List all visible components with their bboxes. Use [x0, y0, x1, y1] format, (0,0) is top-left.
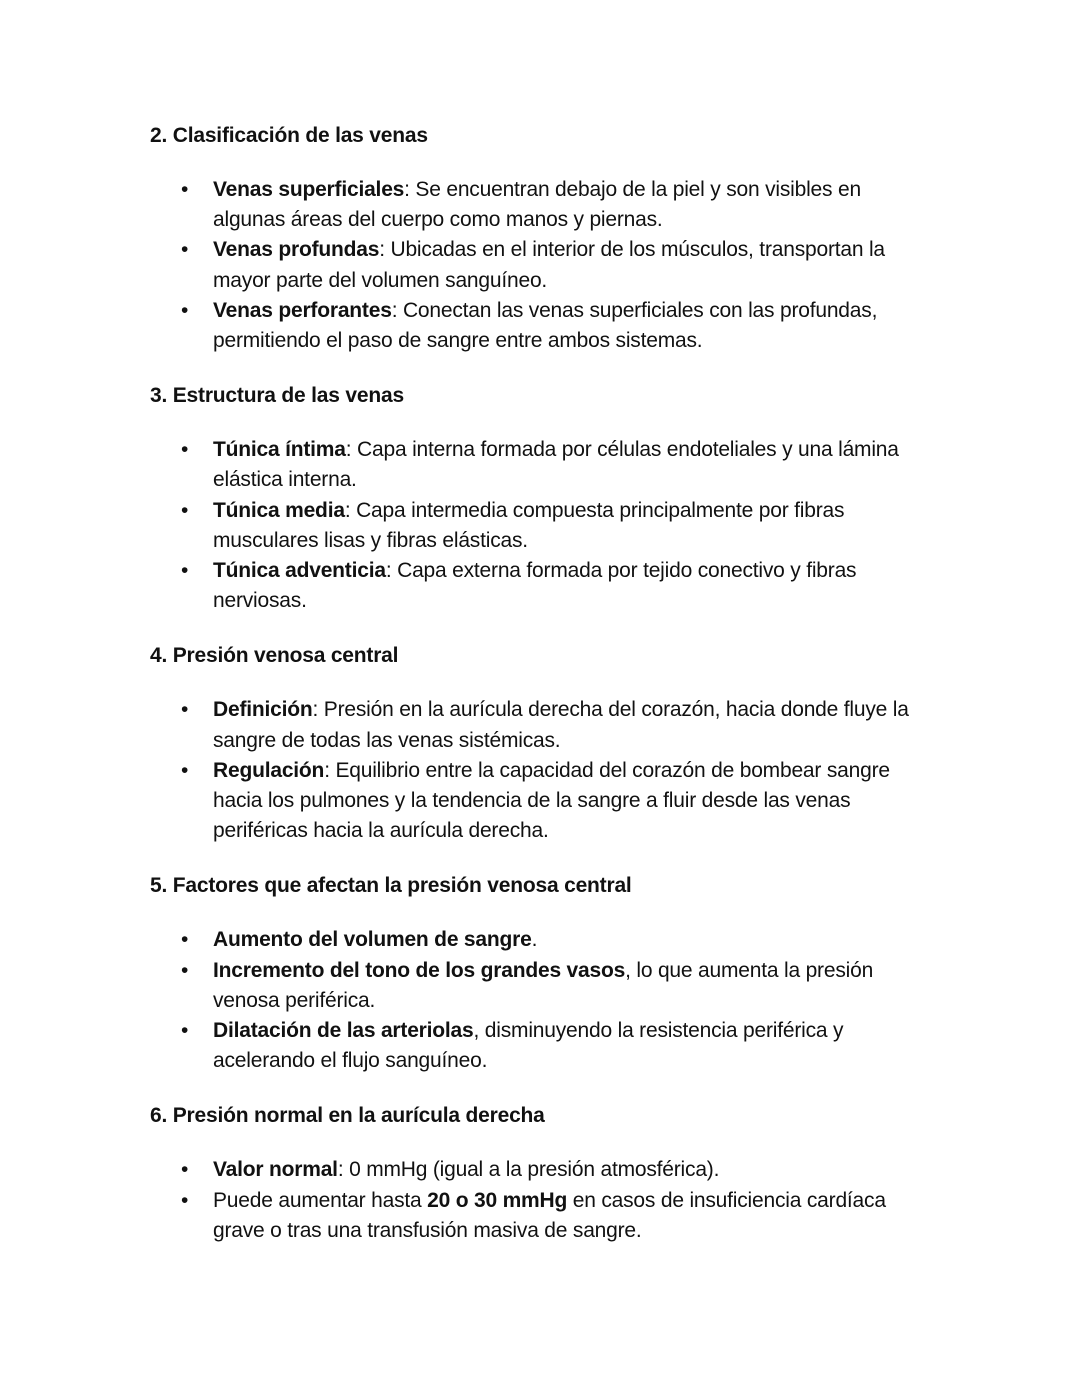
- list-item: [150, 695, 930, 755]
- list-item: [150, 296, 930, 356]
- item-term: Definición: [213, 698, 313, 722]
- list-item: [150, 925, 930, 955]
- item-text: : Se encuentran debajo de la piel y son visibles en algunas áreas del cuerpo como manos y piernas.: [213, 178, 861, 232]
- item-prefix: Puede aumentar hasta: [213, 1188, 428, 1212]
- item-term: Venas superficiales: [213, 178, 405, 201]
- item-text: : Capa interna formada por células endoteliales y una lámina elástica interna.: [213, 438, 899, 492]
- item-term: Incremento del tono de los grandes vasos: [213, 958, 626, 982]
- item-text: : Capa intermedia compuesta principalmente por fibras musculares lisas y fibras elásticas.: [213, 498, 845, 552]
- bullet-list: [150, 435, 930, 616]
- item-text: , disminuyendo la resistencia periférica y acelerando el flujo sanguíneo.: [213, 1019, 844, 1073]
- bullet-icon: •: [181, 758, 189, 782]
- item-text: .: [531, 928, 538, 952]
- list-item: [150, 1186, 930, 1246]
- item-term: Aumento del volumen de sangre: [213, 928, 532, 952]
- bullet-list: [150, 695, 930, 846]
- item-text: : Capa externa formada por tejido conectivo y fibras nerviosas.: [213, 559, 857, 613]
- item-term: Dilatación de las arteriolas: [213, 1019, 474, 1043]
- list-item: [150, 956, 930, 1016]
- item-term: Venas perforantes: [213, 298, 392, 322]
- list-item: [150, 175, 930, 235]
- item-text: : Equilibrio entre la capacidad del corazón de bombear sangre hacia los pulmones y la tendencia de la sangre a fluir desde las venas periféricas hacia la aurícula derecha.: [213, 758, 890, 843]
- list-item: [150, 1016, 930, 1076]
- item-text: , lo que aumenta la presión venosa periférica.: [213, 958, 874, 1012]
- item-text: : Conectan las venas superficiales con las profundas, permitiendo el paso de sangre entre ambos sistemas.: [213, 298, 878, 353]
- list-item: [150, 1155, 930, 1185]
- list-item: [150, 756, 930, 847]
- bullet-list: [150, 925, 930, 1076]
- bullet-icon: •: [181, 178, 189, 201]
- list-item: [150, 556, 930, 616]
- item-term: Regulación: [213, 758, 325, 782]
- bullet-icon: •: [181, 298, 189, 322]
- list-item: [150, 496, 930, 556]
- item-term: 20 o 30 mmHg: [427, 1188, 568, 1212]
- bullet-icon: •: [181, 238, 189, 262]
- bullet-icon: •: [181, 1188, 189, 1212]
- item-text: en casos de insuficiencia cardíaca grave o tras una transfusión masiva de sangre.: [213, 1188, 886, 1242]
- item-text: : 0 mmHg (igual a la presión atmosférica).: [337, 1158, 720, 1182]
- section-title: 3. Estructura de las venas: [150, 384, 404, 408]
- item-text: : Ubicadas en el interior de los músculos, transportan la mayor parte del volumen sanguíneo.: [213, 238, 885, 292]
- bullet-icon: •: [181, 928, 189, 952]
- item-term: Venas profundas: [213, 238, 380, 262]
- item-term: Túnica media: [213, 498, 345, 522]
- section-title: 5. Factores que afectan la presión venosa central: [150, 874, 632, 898]
- section-title: 6. Presión normal en la aurícula derecha: [150, 1104, 545, 1128]
- bullet-icon: •: [181, 698, 189, 722]
- item-term: Valor normal: [213, 1158, 338, 1182]
- bullet-icon: •: [181, 438, 189, 462]
- item-term: Túnica adventicia: [213, 559, 386, 583]
- bullet-list: [150, 1155, 930, 1246]
- bullet-icon: •: [181, 498, 189, 522]
- bullet-list: [150, 175, 930, 356]
- section-title: 2. Clasificación de las venas: [150, 124, 428, 147]
- bullet-icon: •: [181, 559, 189, 583]
- document-page: [150, 121, 930, 1271]
- list-item: [150, 435, 930, 495]
- item-text: : Presión en la aurícula derecha del corazón, hacia donde fluye la sangre de todas las venas sistémicas.: [213, 698, 909, 752]
- bullet-icon: •: [181, 1019, 189, 1043]
- bullet-icon: •: [181, 1158, 189, 1182]
- list-item: [150, 235, 930, 295]
- bullet-icon: •: [181, 958, 189, 982]
- section-title: 4. Presión venosa central: [150, 644, 399, 668]
- item-term: Túnica íntima: [213, 438, 346, 462]
